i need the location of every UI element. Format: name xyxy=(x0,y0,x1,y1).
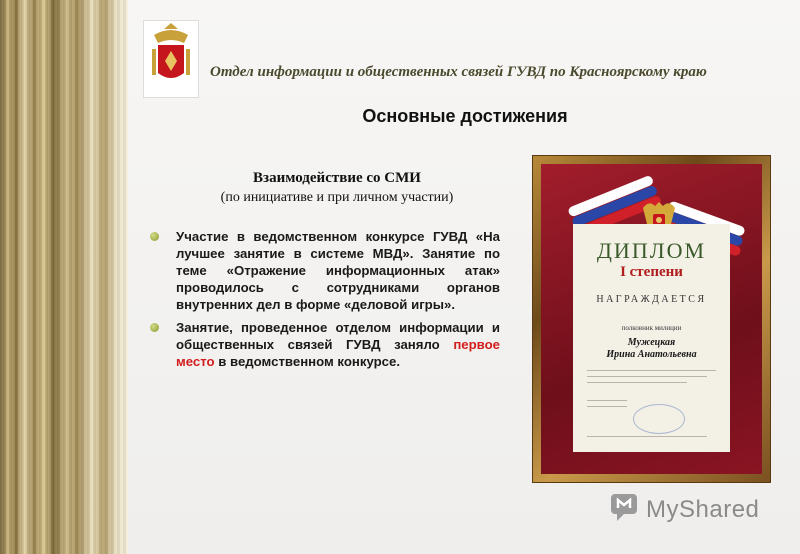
list-item-text: Участие в ведомственном конкурсе ГУВД «На лучшее занятие в системе МВД». Занятие по теме «Отражение информационных атак» проводилось с сотрудниками органов внутренних дел в форме «деловой игры». xyxy=(176,229,500,312)
diploma-recipient xyxy=(573,337,730,361)
diploma-text-line xyxy=(587,436,707,437)
highlight-text: первое место xyxy=(176,337,500,369)
diploma-text-line xyxy=(587,370,716,371)
diploma-text-line xyxy=(587,400,627,401)
diploma-image xyxy=(533,156,770,482)
diploma-paper xyxy=(573,224,730,452)
diploma-stamp xyxy=(633,404,685,434)
diploma-awarded: НАГРАЖДАЕТСЯ xyxy=(596,294,707,305)
list-item xyxy=(150,319,500,370)
list-item-text: Занятие, проведенное отделом информации и общественных связей ГУВД заняло xyxy=(176,320,500,352)
section-title: Взаимодействие со СМИ xyxy=(253,170,421,186)
bullet-dot-icon xyxy=(150,323,159,332)
diploma-given-names: Ирина Анатольевна xyxy=(606,349,697,360)
list-item-text-end: в ведомственном конкурсе. xyxy=(214,354,401,369)
diploma-rank: полковник милиции xyxy=(621,324,682,332)
diploma-surname: Мужецкая xyxy=(627,337,676,348)
diploma-text-line xyxy=(587,406,627,407)
achievements-list xyxy=(150,228,500,376)
diploma-text-line xyxy=(587,382,687,383)
page-title: Основные достижения xyxy=(362,106,568,126)
section-subtitle: (по инициативе и при личном участии) xyxy=(220,190,454,205)
diploma-text-line xyxy=(587,376,707,377)
list-item xyxy=(150,228,500,313)
decorative-column xyxy=(0,0,128,554)
myshared-logo-icon xyxy=(606,490,776,526)
coat-of-arms-icon xyxy=(143,20,199,98)
watermark-text: MyShared xyxy=(646,496,760,523)
diploma-degree: I степени xyxy=(620,264,683,280)
diploma-mat xyxy=(541,164,762,474)
department-title: Отдел информации и общественных связей ГУВД по Красноярскому краю xyxy=(210,64,707,80)
bullet-dot-icon xyxy=(150,232,159,241)
diploma-title: ДИПЛОМ xyxy=(596,238,707,263)
